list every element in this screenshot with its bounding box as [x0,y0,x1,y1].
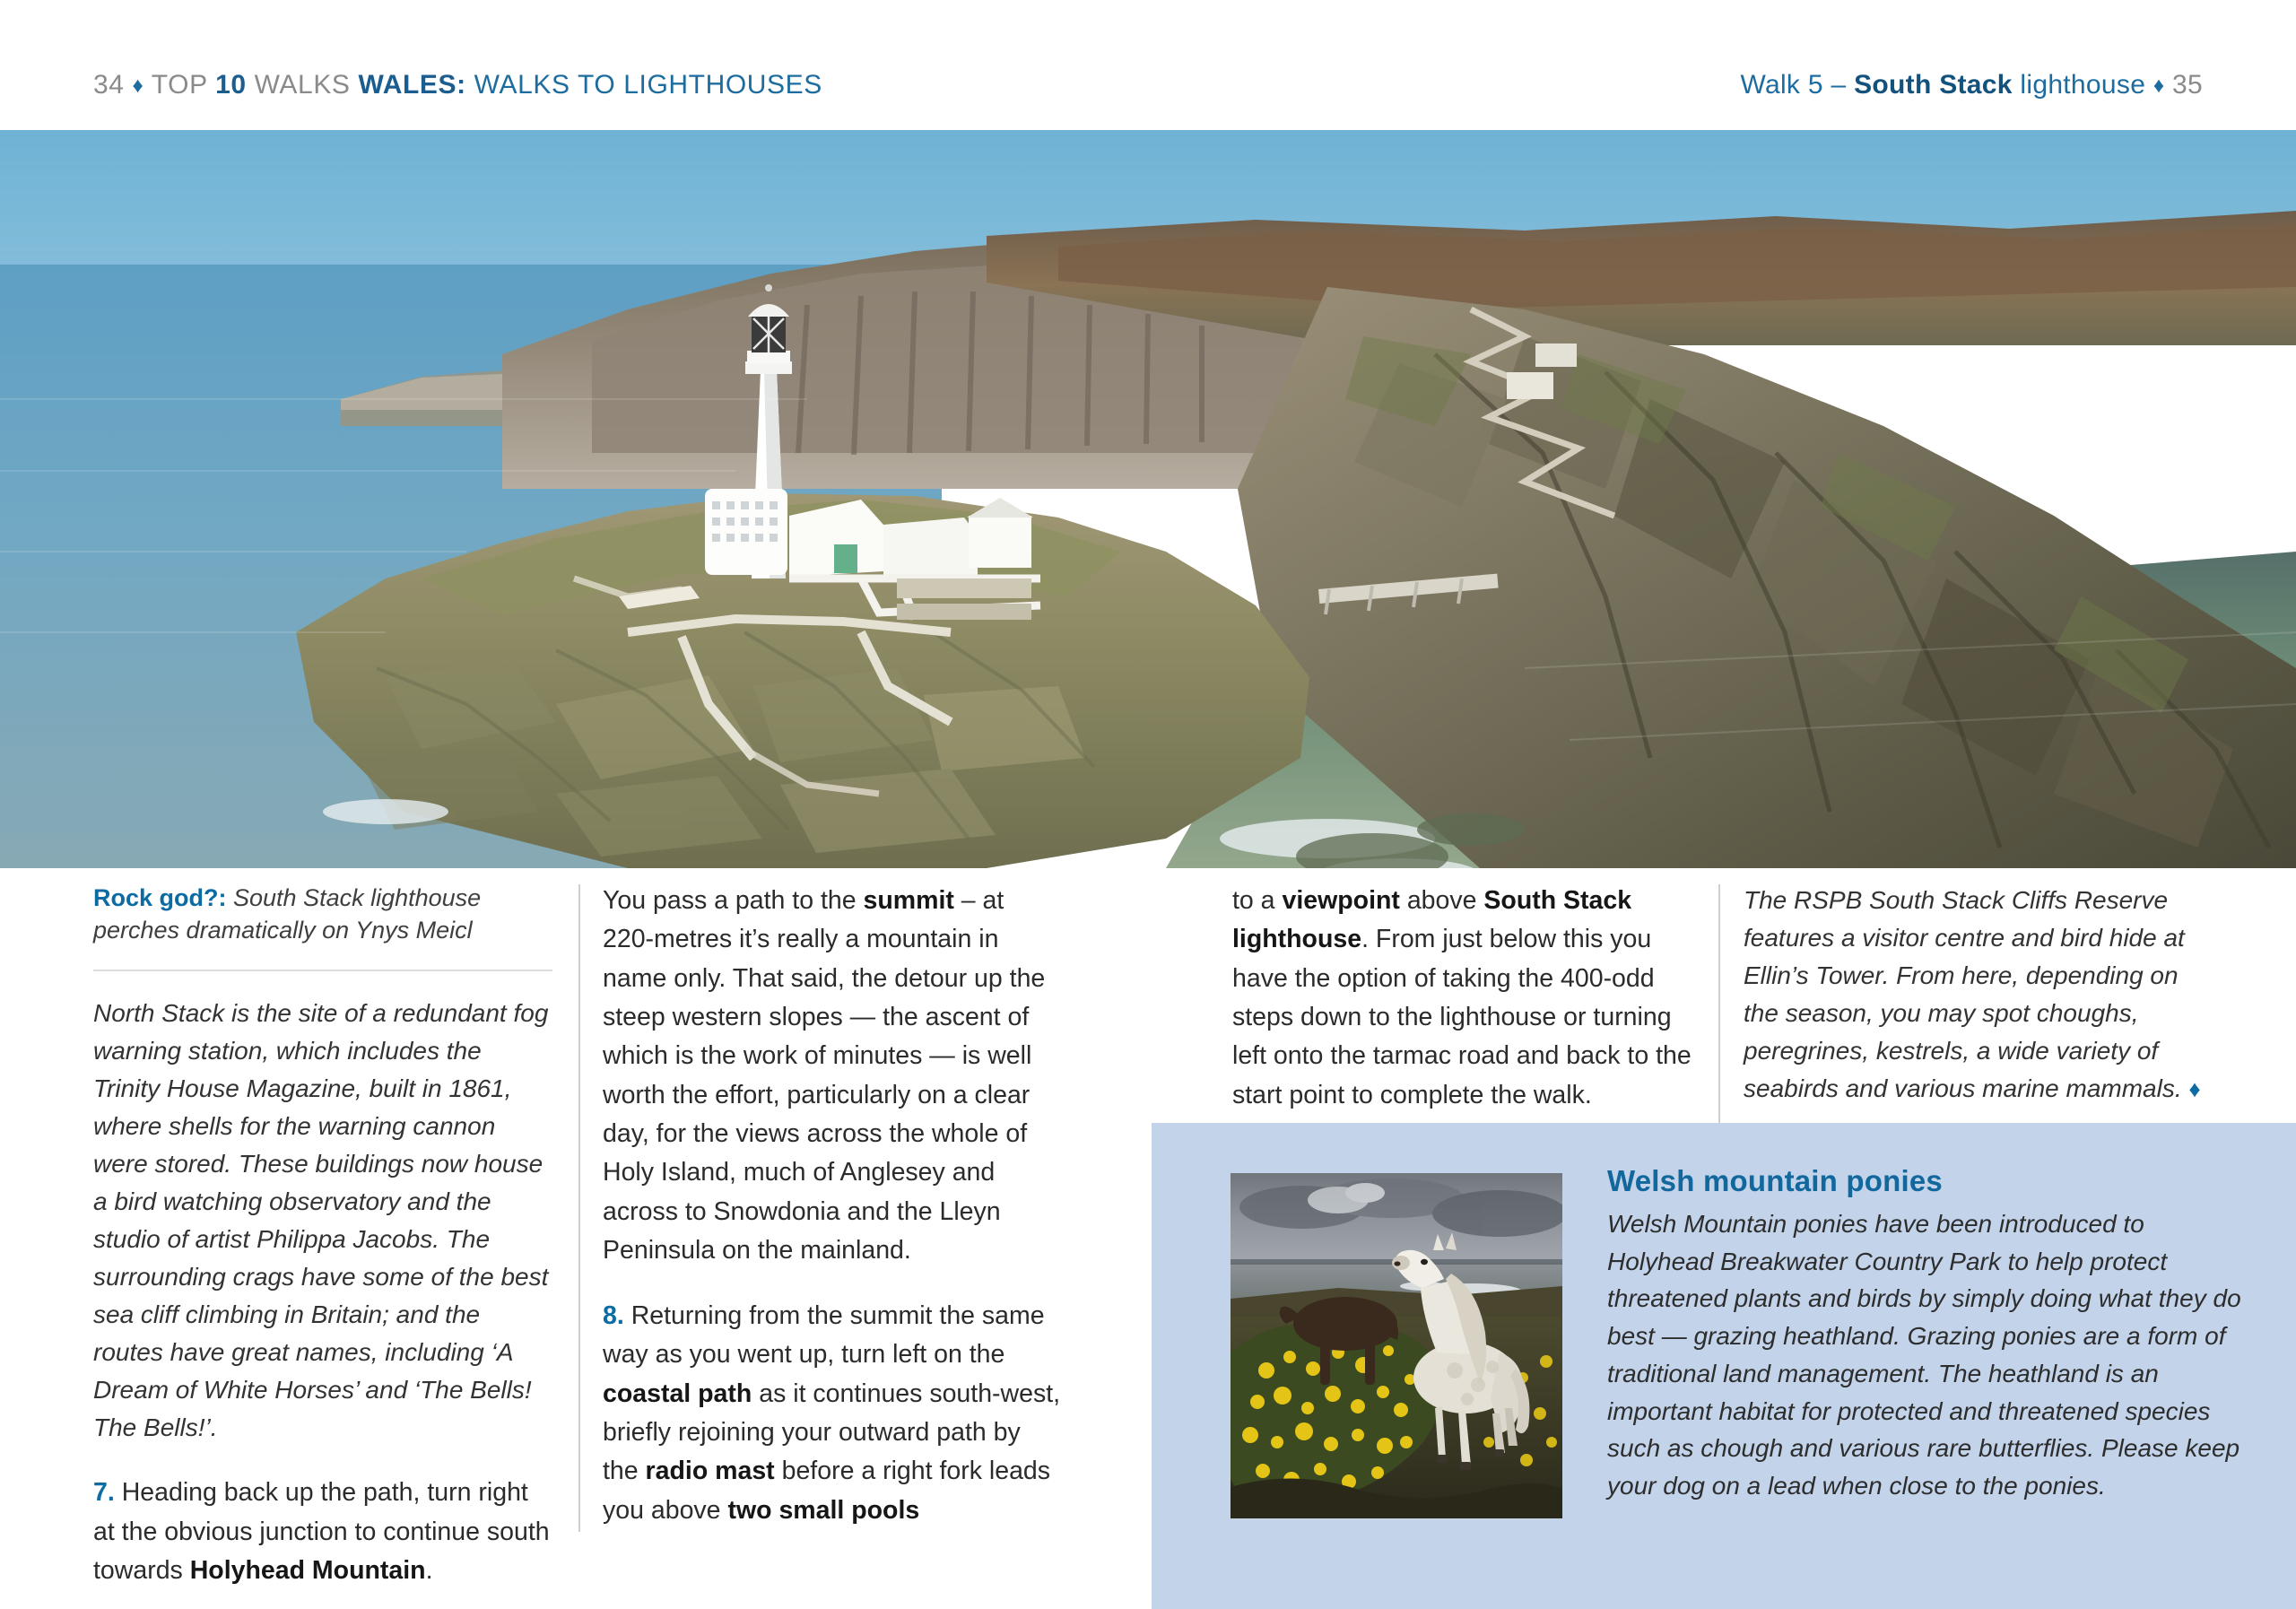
diamond-icon: ♦ [132,74,144,98]
hero-photo-south-stack [0,130,2296,868]
column-divider-left [578,884,580,1532]
para-text-a: You pass a path to the [603,886,864,915]
para-text-c: above [1399,886,1484,915]
series-label-pre: TOP [151,70,216,100]
step-number: 7. [93,1478,115,1508]
series-number: 10 [215,70,247,100]
text-column-3 [1232,882,1692,1142]
para-text-c: – at 220-metres it’s really a mountain in name only. That said, the detour up the steep western slopes — the ascent of which is the work of minutes — is well worth the effort, particularly on a clear day, for the views across the whole of Holy Island, much of Anglesey and across to Snowdonia and the Lleyn Peninsula on the mainland. [603,886,1046,1265]
landmark-summit: summit [863,886,954,915]
text-column-4 [1744,882,2203,1135]
caption-divider [93,970,552,971]
photo-caption [93,882,552,946]
pony-panel-text [1607,1164,2246,1505]
col1-step-7 [93,1474,552,1590]
step-text-c: . [425,1555,433,1585]
step-text-a: Heading back up the path, turn right at the obvious junction to continue south towards [93,1478,550,1585]
walk-label-pre: Walk 5 – [1740,70,1855,100]
pony-photo [1231,1173,1562,1518]
step-text-a: Returning from the summit the same way as you went up, turn left on the [603,1301,1045,1370]
series-label-post: WALKS [246,70,359,100]
landmark-south-stack-lighthouse: South Stack lighthouse [1232,886,1632,954]
book-title-rest: WALKS TO LIGHTHOUSES [465,70,822,100]
welsh-mountain-ponies-panel [1152,1123,2296,1609]
pony-photo-illustration [1231,1173,1562,1518]
running-head-right [1740,70,2203,100]
landmark-holyhead-mountain: Holyhead Mountain [189,1555,426,1585]
column-divider-right [1718,884,1720,1128]
step-number: 8. [603,1301,624,1331]
landmark-coastal-path: coastal path [603,1379,752,1408]
step-text-e: before a right fork leads you above [603,1457,1051,1525]
col1-intro-paragraph: North Stack is the site of a redundant fog warning station, which includes the Trinity House Magazine, built in 1861, where shells for the warning cannon were stored. These buildings now house a bird watching observatory and the studio of artist Philippa Jacobs. The surrounding crags have some of the best sea cliff climbing in Britain; and the routes have great names, including ‘A Dream of White Horses’ and ‘The Bells! The Bells!’. [93,999,549,1442]
col2-summit-paragraph [603,882,1062,1270]
caption-lead: Rock god?: [93,884,227,911]
book-title-bold: WALES: [358,70,466,100]
walk-label-post: lighthouse [2012,70,2146,100]
step-text-c: as it continues south-west, briefly rejoining your outward path by the [603,1379,1061,1486]
col4-rspb-paragraph [1744,882,2203,1108]
hero-photo-illustration [0,130,2296,868]
caption-text: South Stack lighthouse perches dramatically on Ynys Meicl [93,884,482,944]
landmark-radio-mast: radio mast [645,1457,775,1486]
landmark-two-small-pools: two small pools [727,1495,920,1525]
para-text-a: to a [1232,886,1283,915]
end-diamond-icon: ♦ [2188,1075,2201,1102]
panel-title: Welsh mountain ponies [1607,1164,1943,1197]
page-number-right: 35 [2172,70,2203,100]
panel-body-text: Welsh Mountain ponies have been introduced to Holyhead Breakwater Country Park to help protect threatened plants and birds by simply doing what they do best — grazing heathland. Grazing ponies are a form of traditional land management. The heathland is an important habitat for protected and threatened species such as chough and various rare butterflies. Please keep your dog on a lead when close to the ponies. [1607,1210,2241,1500]
col2-step-8 [603,1297,1062,1530]
diamond-icon: ♦ [2152,74,2165,98]
text-column-2 [603,882,1062,1557]
rspb-text: The RSPB South Stack Cliffs Reserve features a visitor centre and bird hide at Ellin’s Tower. From here, depending on the season, you may spot choughs, peregrines, kestrels, a wide variety of seabirds and various marine mammals. [1744,886,2189,1102]
text-column-1 [93,882,552,1609]
col3-viewpoint-paragraph [1232,882,1692,1115]
running-head-left [93,70,822,100]
walk-name-bold: South Stack [1854,70,2013,100]
para-text-e: . From just below this you have the option of taking the 400-odd steps down to the lighthouse or turning left onto the tarmac road and back to the start point to complete the walk. [1232,925,1692,1109]
page-number-left: 34 [93,70,125,100]
landmark-viewpoint: viewpoint [1282,886,1400,915]
